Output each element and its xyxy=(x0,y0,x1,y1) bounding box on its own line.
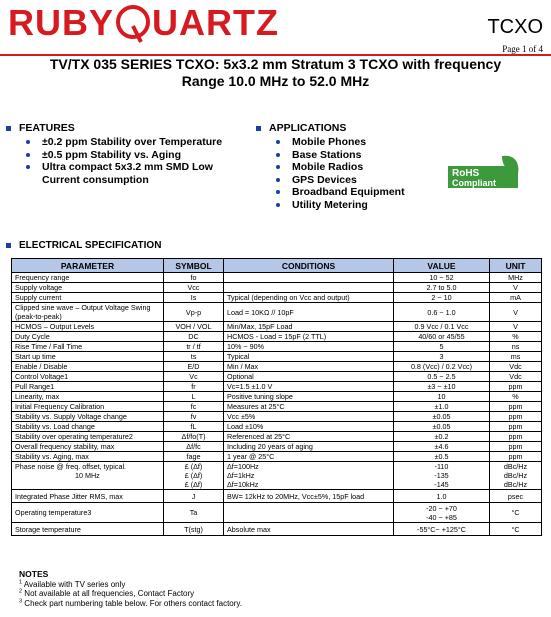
list-item xyxy=(272,161,436,174)
unit-cell: °C xyxy=(490,523,542,536)
symbol-cell: Ta xyxy=(164,503,224,523)
column-header: PARAMETER xyxy=(12,259,164,273)
applications-section xyxy=(256,122,436,211)
symbol-cell: Vcc xyxy=(164,283,224,293)
value-cell: 1.0 xyxy=(394,490,490,503)
unit-cell: ppm xyxy=(490,382,542,392)
unit-cell: MHz xyxy=(490,273,542,283)
unit-cell: ppm xyxy=(490,402,542,412)
table-row xyxy=(12,422,542,432)
symbol-cell: T(stg) xyxy=(164,523,224,536)
conditions-cell: Including 20 years of aging xyxy=(224,442,394,452)
param-cell: Stability vs. Aging, max xyxy=(12,452,164,462)
conditions-line: Δf=1kHz xyxy=(227,471,255,480)
application-text: Utility Metering xyxy=(292,198,368,211)
table-row xyxy=(12,372,542,382)
applications-list xyxy=(272,136,436,211)
unit-cell: V xyxy=(490,283,542,293)
notes-heading: NOTES xyxy=(19,569,49,579)
conditions-line: Δf=100Hz xyxy=(227,462,259,471)
unit-cell: ppm xyxy=(490,442,542,452)
application-text: Mobile Radios xyxy=(292,161,364,173)
conditions-cell: Referenced at 25°C xyxy=(224,432,394,442)
table-row xyxy=(12,362,542,372)
application-text: Base Stations xyxy=(292,148,362,161)
conditions-cell: Vc=1.5 ±1.0 V xyxy=(224,382,394,392)
symbol-cell: Δf/fc xyxy=(164,442,224,452)
symbol-cell: Δf/fo(T) xyxy=(164,432,224,442)
square-bullet-icon xyxy=(6,243,11,248)
compliant-text: Compliant xyxy=(452,178,496,188)
unit-cell: V xyxy=(490,303,542,322)
param-cell: Integrated Phase Jitter RMS, max xyxy=(12,490,164,503)
symbol-cell: fL xyxy=(164,422,224,432)
list-item xyxy=(22,149,242,162)
symbol-cell: Is xyxy=(164,293,224,303)
param-cell: Overall frequency stability, max xyxy=(12,442,164,452)
param-cell: Stability over operating temperature2 xyxy=(12,432,164,442)
value-line: -40 ~ +85 xyxy=(426,512,457,522)
list-item xyxy=(22,161,242,186)
dot-bullet-icon xyxy=(26,153,30,157)
logo-text-right: UARTZ xyxy=(152,2,279,43)
company-logo xyxy=(8,4,279,42)
param-cell: Rise Time / Fall Time xyxy=(12,342,164,352)
value-cell: 10 xyxy=(394,392,490,402)
unit-line: dBc/Hz xyxy=(503,471,528,480)
param-cell: Control Voltage1 xyxy=(12,372,164,382)
conditions-cell: Min / Max xyxy=(224,362,394,372)
table-row xyxy=(12,412,542,422)
conditions-cell: Load ±10% xyxy=(224,422,394,432)
table-row xyxy=(12,490,542,503)
features-list xyxy=(22,136,242,186)
unit-cell: ppm xyxy=(490,452,542,462)
table-row xyxy=(12,293,542,303)
list-item xyxy=(272,199,436,212)
symbol-line: £ (Δf) xyxy=(184,480,203,489)
param-cell: HCMOS – Output Levels xyxy=(12,322,164,332)
unit-cell: Vdc xyxy=(490,362,542,372)
application-text: Broadband Equipment xyxy=(292,186,405,198)
note-item: $^3$ Check part numbering table below. For others contact factory. xyxy=(19,597,243,608)
dot-bullet-icon xyxy=(276,190,280,194)
unit-cell: psec xyxy=(490,490,542,503)
column-header: VALUE xyxy=(394,259,490,273)
table-row xyxy=(12,462,542,490)
value-cell: 5 xyxy=(394,342,490,352)
page-number: Page 1 of 4 xyxy=(502,44,543,54)
value-cell: ±0.5 xyxy=(394,452,490,462)
symbol-cell: Vc xyxy=(164,372,224,382)
value-line: -20 ~ +70 xyxy=(426,503,457,513)
notes-section xyxy=(19,570,242,608)
table-row xyxy=(12,392,542,402)
square-bullet-icon xyxy=(256,126,261,131)
symbol-cell: tr / tf xyxy=(164,342,224,352)
symbol-cell: fv xyxy=(164,412,224,422)
unit-cell: °C xyxy=(490,503,542,523)
title-line-1: TV/TX 035 SERIES TCXO: 5x3.2 mm Stratum 3 TCXO with frequency xyxy=(49,56,502,72)
features-heading xyxy=(6,122,246,134)
feature-text: ±0.5 ppm Stability vs. Aging xyxy=(42,148,181,161)
list-item xyxy=(272,174,436,187)
applications-heading xyxy=(256,122,436,134)
value-cell xyxy=(394,462,490,490)
param-cell: Stability vs. Load change xyxy=(12,422,164,432)
value-cell: ±0.05 xyxy=(394,412,490,422)
unit-line: dBc/Hz xyxy=(503,480,528,489)
unit-cell: ppm xyxy=(490,432,542,442)
title-line-2: Range 10.0 MHz to 52.0 MHz xyxy=(181,73,370,89)
conditions-cell: Load = 10KΩ // 10pF xyxy=(224,303,394,322)
unit-cell: mA xyxy=(490,293,542,303)
application-text: GPS Devices xyxy=(292,173,357,186)
symbol-cell: Vp-p xyxy=(164,303,224,322)
value-line: -110 xyxy=(434,462,449,471)
dot-bullet-icon xyxy=(276,203,280,207)
table-row xyxy=(12,283,542,293)
document-code: TCXO xyxy=(487,16,543,38)
features-heading-text: FEATURES xyxy=(19,122,75,134)
param-cell: Stability vs. Supply Voltage change xyxy=(12,412,164,422)
value-cell: 0.6 ~ 1.0 xyxy=(394,303,490,322)
document-title xyxy=(0,56,551,90)
table-row xyxy=(12,382,542,392)
dot-bullet-icon xyxy=(276,140,280,144)
unit-line: dBc/Hz xyxy=(503,462,528,471)
value-cell: 40/60 or 45/55 xyxy=(394,332,490,342)
feature-text: ±0.2 ppm Stability over Temperature xyxy=(42,136,223,148)
value-cell: ±4.6 xyxy=(394,442,490,452)
table-row xyxy=(12,503,542,523)
param-cell: Pull Range1 xyxy=(12,382,164,392)
table-row xyxy=(12,452,542,462)
value-cell: 3 xyxy=(394,352,490,362)
value-cell xyxy=(394,503,490,523)
value-cell: 0.8 (Vcc) / 0.2 Vcc) xyxy=(394,362,490,372)
value-cell: ±3 ~ ±10 xyxy=(394,382,490,392)
conditions-cell: Absolute max xyxy=(224,523,394,536)
value-cell: ±0.2 xyxy=(394,432,490,442)
param-line: 10 MHz xyxy=(75,471,100,480)
param-cell: Storage temperature xyxy=(12,523,164,536)
column-header: SYMBOL xyxy=(164,259,224,273)
symbol-cell: DC xyxy=(164,332,224,342)
table-row xyxy=(12,322,542,332)
unit-cell: % xyxy=(490,332,542,342)
param-cell: Initial Frequency Calibration xyxy=(12,402,164,412)
symbol-cell: ts xyxy=(164,352,224,362)
conditions-cell: 1 year @ 25°C xyxy=(224,452,394,462)
param-cell: Linearity, max xyxy=(12,392,164,402)
unit-cell xyxy=(490,462,542,490)
symbol-cell: E/D xyxy=(164,362,224,372)
table-row xyxy=(12,352,542,362)
dot-bullet-icon xyxy=(276,178,280,182)
logo-text-left: RUBY xyxy=(8,2,115,43)
column-header: UNIT xyxy=(490,259,542,273)
value-line: -135 xyxy=(434,471,449,480)
param-cell: Supply voltage xyxy=(12,283,164,293)
note-item: $^1$ Available with TV series only xyxy=(19,578,126,589)
electrical-heading-text: ELECTRICAL SPECIFICATION xyxy=(19,240,162,251)
param-cell: Supply current xyxy=(12,293,164,303)
table-row xyxy=(12,303,542,322)
symbol-cell: J xyxy=(164,490,224,503)
rohs-compliant-badge-icon xyxy=(444,152,522,192)
conditions-cell xyxy=(224,462,394,490)
table-row xyxy=(12,342,542,352)
application-text: Mobile Phones xyxy=(292,136,367,148)
symbol-cell: fage xyxy=(164,452,224,462)
conditions-cell: Positive tuning slope xyxy=(224,392,394,402)
list-item xyxy=(22,136,242,149)
value-cell: 2 ~ 10 xyxy=(394,293,490,303)
electrical-spec-heading xyxy=(6,240,161,251)
table-header-row xyxy=(12,259,542,273)
symbol-cell xyxy=(164,462,224,490)
conditions-cell: Typical xyxy=(224,352,394,362)
symbol-line: £ (Δf) xyxy=(184,471,203,480)
conditions-cell xyxy=(224,273,394,283)
param-cell: Duty Cycle xyxy=(12,332,164,342)
symbol-cell: fc xyxy=(164,402,224,412)
features-section xyxy=(6,122,246,186)
conditions-cell: Typical (depending on Vcc and output) xyxy=(224,293,394,303)
param-cell: Operating temperature3 xyxy=(12,503,164,523)
list-item xyxy=(272,136,436,149)
conditions-cell: Measures at 25°C xyxy=(224,402,394,412)
note-item: $^2$ Not available at all frequencies, Contact Factory xyxy=(19,588,195,598)
conditions-cell: BW= 12kHz to 20MHz, Vcc±5%, 15pF load xyxy=(224,490,394,503)
note-text: Available with TV series only xyxy=(23,579,126,589)
unit-cell: ms xyxy=(490,352,542,362)
square-bullet-icon xyxy=(6,126,11,131)
value-cell: 0.9 Vcc / 0.1 Vcc xyxy=(394,322,490,332)
note-text: Not available at all frequencies, Contact Factory xyxy=(24,589,195,598)
symbol-cell: L xyxy=(164,392,224,402)
table-row xyxy=(12,442,542,452)
param-cell: Clipped sine wave – Output Voltage Swing (peak-to-peak) xyxy=(12,303,164,322)
param-cell: Frequency range xyxy=(12,273,164,283)
note-text: Check part numbering table below. For others contact factory. xyxy=(24,598,243,608)
electrical-spec-table xyxy=(11,258,542,536)
column-header: CONDITIONS xyxy=(224,259,394,273)
table-row xyxy=(12,432,542,442)
value-cell: ±0.05 xyxy=(394,422,490,432)
dot-bullet-icon xyxy=(26,140,30,144)
unit-cell: Vdc xyxy=(490,372,542,382)
table-row xyxy=(12,402,542,412)
param-cell xyxy=(12,462,164,490)
param-cell: Start up time xyxy=(12,352,164,362)
conditions-cell xyxy=(224,283,394,293)
symbol-cell: fr xyxy=(164,382,224,392)
param-cell: Enable / Disable xyxy=(12,362,164,372)
rohs-text: RoHS xyxy=(452,168,480,179)
value-cell: 2.7 to 5.0 xyxy=(394,283,490,293)
logo-q-mark xyxy=(115,4,151,40)
dot-bullet-icon xyxy=(276,153,280,157)
conditions-cell: Vcc ±5% xyxy=(224,412,394,422)
list-item xyxy=(272,149,436,162)
conditions-cell: HCMOS - Load = 15pF (2 TTL) xyxy=(224,332,394,342)
table-row xyxy=(12,332,542,342)
feature-text: Ultra compact 5x3.2 mm SMD Low Current consumption xyxy=(42,161,213,186)
conditions-cell: Optional xyxy=(224,372,394,382)
unit-cell: ppm xyxy=(490,412,542,422)
symbol-cell: VOH / VOL xyxy=(164,322,224,332)
table-row xyxy=(12,273,542,283)
conditions-cell: Min/Max, 15pF Load xyxy=(224,322,394,332)
symbol-line: £ (Δf) xyxy=(184,462,203,471)
value-cell: 0.5 ~ 2.5 xyxy=(394,372,490,382)
dot-bullet-icon xyxy=(26,165,30,169)
list-item xyxy=(272,186,436,199)
param-line: Phase noise @ freq. offset, typical. xyxy=(15,462,127,471)
applications-heading-text: APPLICATIONS xyxy=(269,122,347,134)
unit-cell: ns xyxy=(490,342,542,352)
conditions-cell: 10% ~ 90% xyxy=(224,342,394,352)
dot-bullet-icon xyxy=(276,165,280,169)
unit-cell: V xyxy=(490,322,542,332)
table-row xyxy=(12,523,542,536)
value-cell: ±1.0 xyxy=(394,402,490,412)
unit-cell: ppm xyxy=(490,422,542,432)
conditions-line: Δf=10kHz xyxy=(227,480,259,489)
value-cell: 10 ~ 52 xyxy=(394,273,490,283)
symbol-cell: fo xyxy=(164,273,224,283)
unit-cell: % xyxy=(490,392,542,402)
value-line: -145 xyxy=(434,480,449,489)
value-cell: -55°C~ +125°C xyxy=(394,523,490,536)
conditions-cell xyxy=(224,503,394,523)
